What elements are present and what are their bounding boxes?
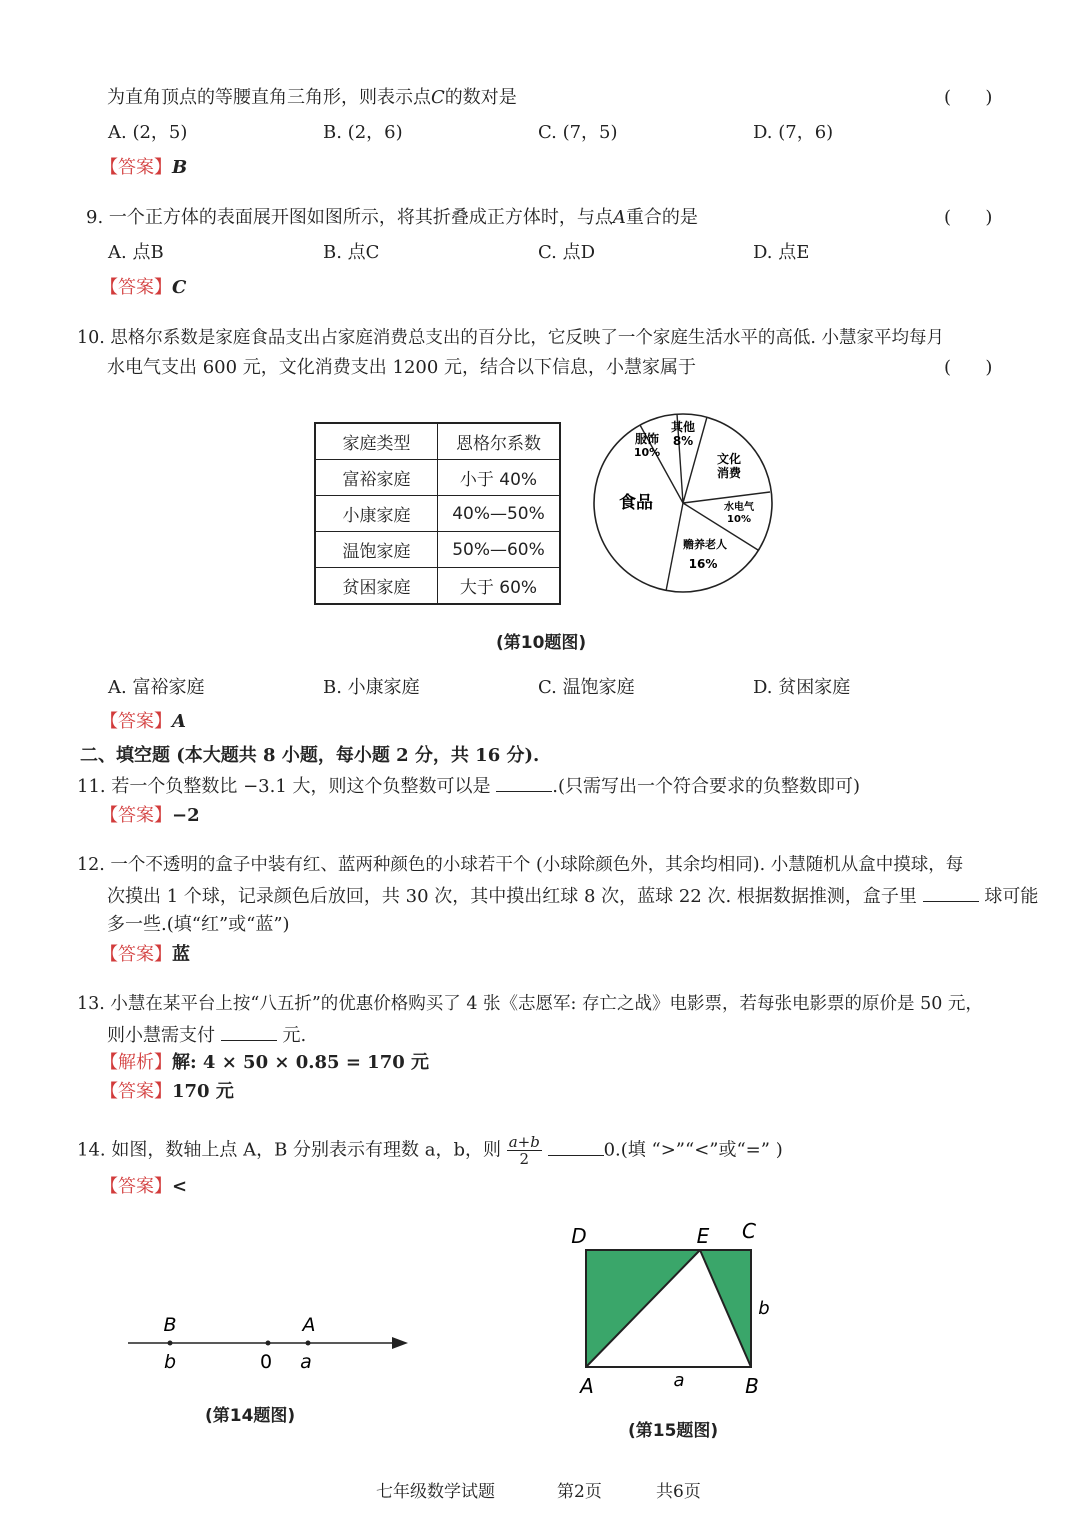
label-b-vertex: B	[745, 1374, 759, 1398]
footer-subject: 七年级数学试题	[376, 1482, 495, 1502]
q9-option-a: A. 点B	[108, 242, 164, 263]
q8-option-c: C. (7，5)	[538, 122, 618, 143]
q10-option-b: B. 小康家庭	[323, 677, 420, 698]
q10-option-d: D. 贫困家庭	[753, 677, 851, 698]
table-cell: 温饱家庭	[315, 532, 438, 568]
q11-answer: 【答案】−2	[100, 805, 200, 826]
label-value-a: a	[300, 1351, 312, 1373]
point-zero	[266, 1341, 271, 1346]
q14-fraction: $\frac{a+b}{2}$	[508, 1133, 540, 1168]
table-cell: 50%—60%	[438, 532, 561, 568]
engel-table	[314, 422, 561, 605]
pie-label-utilities: 水电气	[724, 502, 754, 513]
label-point-b: B	[163, 1314, 177, 1336]
label-b-side: b	[758, 1298, 770, 1319]
label-a-side: a	[673, 1370, 685, 1391]
table-cell: 小康家庭	[315, 496, 438, 532]
label-a-vertex: A	[580, 1374, 594, 1398]
q9-stem: 9. 一个正方体的表面展开图如图所示，将其折叠成正方体时，与点A重合的是	[86, 207, 698, 228]
table-header-cell: 恩格尔系数	[438, 423, 561, 460]
q13-stem-line1: 13. 小慧在某平台上按“八五折”的优惠价格购买了 4 张《志愿军: 存亡之战》电影票，若每张电影票的原价是 50 元，	[77, 994, 983, 1014]
q15-figure-caption: (第15题图)	[628, 1421, 719, 1441]
label-value-b: b	[163, 1351, 177, 1373]
pie-label-elderly-pct: 16%	[688, 557, 718, 571]
q12-answer: 【答案】蓝	[100, 944, 190, 965]
q8-stem: 为直角顶点的等腰直角三角形，则表示点C的数对是	[107, 87, 517, 108]
q9-answer: 【答案】C	[100, 277, 187, 298]
q13-analysis: 【解析】解: 4 × 50 × 0.85 = 170 元	[100, 1052, 430, 1073]
pie-label-clothing: 服饰	[634, 432, 660, 446]
table-cell: 富裕家庭	[315, 460, 438, 496]
pie-label-culture-1: 文化	[716, 452, 742, 466]
pie-chart	[590, 410, 776, 596]
q14-figure-caption: (第14题图)	[205, 1406, 296, 1426]
q8-option-a: A. (2，5)	[108, 122, 188, 143]
q9-paren: ( )	[944, 207, 993, 228]
table-row	[315, 496, 560, 532]
q10-option-a: A. 富裕家庭	[108, 677, 205, 698]
footer-total: 共6页	[656, 1482, 701, 1502]
q10-option-c: C. 温饱家庭	[538, 677, 635, 698]
table-cell: 大于 60%	[438, 568, 561, 605]
label-c: C	[742, 1219, 756, 1243]
q9-option-d: D. 点E	[753, 242, 810, 263]
q10-figure-caption: (第10题图)	[496, 633, 587, 653]
section-2-title: 二、填空题 (本大题共 8 小题，每小题 2 分，共 16 分).	[80, 745, 540, 766]
q10-paren: ( )	[944, 357, 993, 378]
q14-blank	[548, 1137, 604, 1156]
pie-label-food: 食品	[619, 493, 653, 513]
label-zero: 0	[259, 1351, 273, 1373]
label-point-a: A	[302, 1314, 316, 1336]
table-row	[315, 460, 560, 496]
q12-stem-line2: 次摸出 1 个球，记录颜色后放回，共 30 次，其中摸出红球 8 次，蓝球 22 次. 根据数据推测，盒子里 球可能	[107, 883, 1038, 909]
q11-stem: 11. 若一个负整数比 −3.1 大，则这个负整数可以是 .(只需写出一个符合要求的负整数即可)	[77, 773, 860, 799]
pie-label-clothing-pct: 10%	[633, 446, 661, 459]
pie-divider	[666, 503, 683, 591]
footer-page: 第2页	[557, 1482, 602, 1502]
arrow-right-icon	[392, 1337, 408, 1349]
q13-blank	[221, 1022, 277, 1041]
table-header-cell: 家庭类型	[315, 423, 438, 460]
q12-blank	[923, 883, 979, 902]
pie-label-culture-2: 消费	[716, 466, 742, 480]
q12-stem-line1: 12. 一个不透明的盒子中装有红、蓝两种颜色的小球若干个 (小球除颜色外，其余均相同). 小慧随机从盒中摸球，每	[77, 855, 964, 875]
point-a	[306, 1341, 311, 1346]
table-cell: 贫困家庭	[315, 568, 438, 605]
q12-stem-line3: 多一些.(填“红”或“蓝”)	[107, 914, 290, 935]
q9-option-b: B. 点C	[323, 242, 380, 263]
q13-stem-line2: 则小慧需支付 元.	[107, 1022, 306, 1048]
q8-paren: ( )	[944, 87, 993, 108]
table-cell: 小于 40%	[438, 460, 561, 496]
q14-answer: 【答案】<	[100, 1176, 188, 1197]
q9-option-c: C. 点D	[538, 242, 596, 263]
q11-blank	[496, 773, 552, 792]
pie-label-other-pct: 8%	[672, 434, 694, 448]
q8-answer: 【答案】B	[100, 157, 188, 178]
point-b	[168, 1341, 173, 1346]
q8-option-d: D. (7，6)	[753, 122, 834, 143]
number-line-figure	[120, 1305, 420, 1385]
table-row	[315, 532, 560, 568]
label-d: D	[571, 1224, 587, 1248]
label-e: E	[696, 1224, 710, 1248]
pie-label-utilities-pct: 10%	[727, 514, 751, 525]
q10-stem-line2: 水电气支出 600 元，文化消费支出 1200 元，结合以下信息，小慧家属于	[107, 357, 697, 378]
pie-label-other: 其他	[670, 420, 696, 434]
pie-label-elderly: 赡养老人	[683, 538, 727, 551]
rectangle-figure	[560, 1215, 780, 1405]
q10-answer: 【答案】A	[100, 711, 186, 732]
table-cell: 40%—50%	[438, 496, 561, 532]
q14-stem: 14. 如图，数轴上点 A，B 分别表示有理数 a，b，则 $\frac{a+b}{2}$ 0.(填 “>”“<”或“=” )	[77, 1133, 783, 1168]
q10-stem-line1: 10. 思格尔系数是家庭食品支出占家庭消费总支出的百分比，它反映了一个家庭生活水平的高低. 小慧家平均每月	[77, 328, 945, 348]
q8-option-b: B. (2，6)	[323, 122, 403, 143]
table-row	[315, 568, 560, 605]
table-header-row	[315, 423, 560, 460]
q13-answer: 【答案】170 元	[100, 1081, 234, 1102]
